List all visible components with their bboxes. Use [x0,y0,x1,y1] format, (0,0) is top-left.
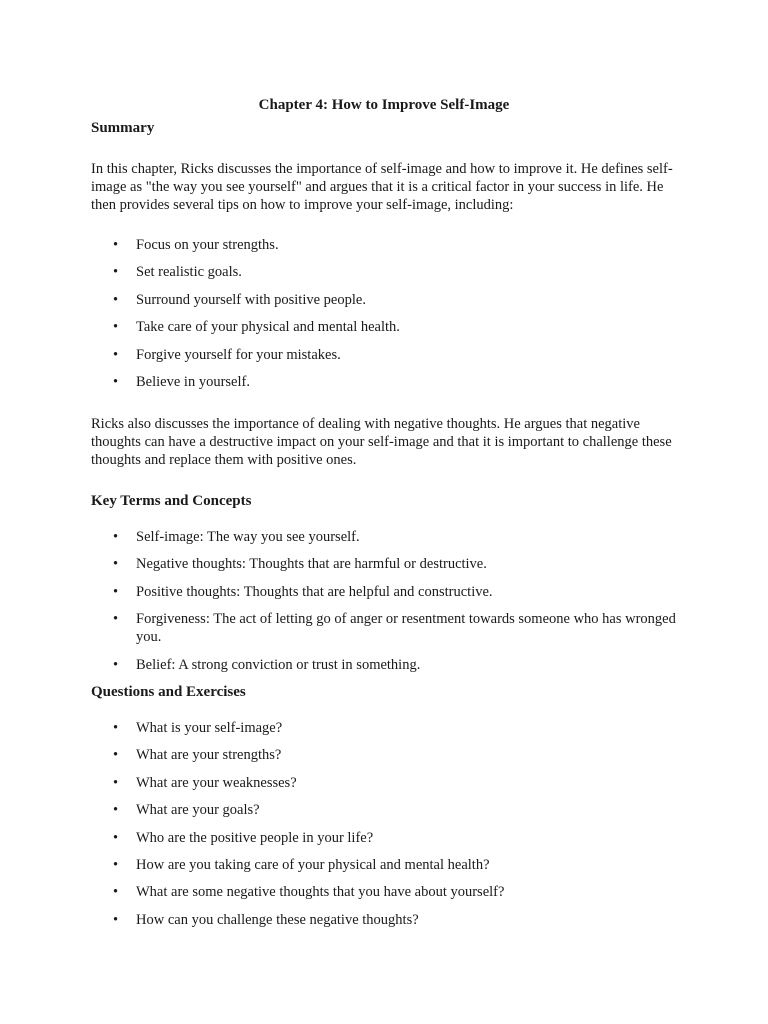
key-terms-list [91,528,681,683]
list-item: • How are you taking care of your physical and mental health? [91,856,681,874]
list-item: • What are your goals? [91,801,681,819]
list-item: • Who are the positive people in your life? [91,829,681,847]
list-item: • Focus on your strengths. [91,236,681,254]
questions-heading: Questions and Exercises [91,684,246,700]
list-item: • What is your self-image? [91,719,681,737]
list-item: • Belief: A strong conviction or trust in something. [91,656,681,674]
summary-intro-paragraph: In this chapter, Ricks discusses the importance of self-image and how to improve it. He defines self-image as "the way you see yourself" and argues that it is a critical factor in your success in life. He then provides several tips on how to improve your self-image, including: [91,161,673,213]
list-item: • How can you challenge these negative thoughts? [91,911,681,929]
tips-list [91,236,681,400]
list-item: • Set realistic goals. [91,263,681,281]
list-item: • What are some negative thoughts that you have about yourself? [91,883,681,901]
list-item: • What are your strengths? [91,746,681,764]
list-item: • Forgiveness: The act of letting go of anger or resentment towards someone who has wronged you. [91,610,681,646]
list-item: • What are your weaknesses? [91,774,681,792]
list-item: • Negative thoughts: Thoughts that are harmful or destructive. [91,555,681,573]
list-item: • Positive thoughts: Thoughts that are helpful and constructive. [91,583,681,601]
list-item: • Forgive yourself for your mistakes. [91,346,681,364]
negative-thoughts-paragraph: Ricks also discusses the importance of dealing with negative thoughts. He argues that negative thoughts can have a destructive impact on your self-image and that it is important to challenge these thoughts and replace them with positive ones. [91,416,672,468]
questions-list [91,719,681,938]
key-terms-heading: Key Terms and Concepts [91,493,252,509]
list-item: • Self-image: The way you see yourself. [91,528,681,546]
summary-heading: Summary [91,120,155,136]
list-item: • Surround yourself with positive people. [91,291,681,309]
list-item: • Believe in yourself. [91,373,681,391]
page-title: Chapter 4: How to Improve Self-Image [258,97,510,113]
list-item: • Take care of your physical and mental health. [91,318,681,336]
